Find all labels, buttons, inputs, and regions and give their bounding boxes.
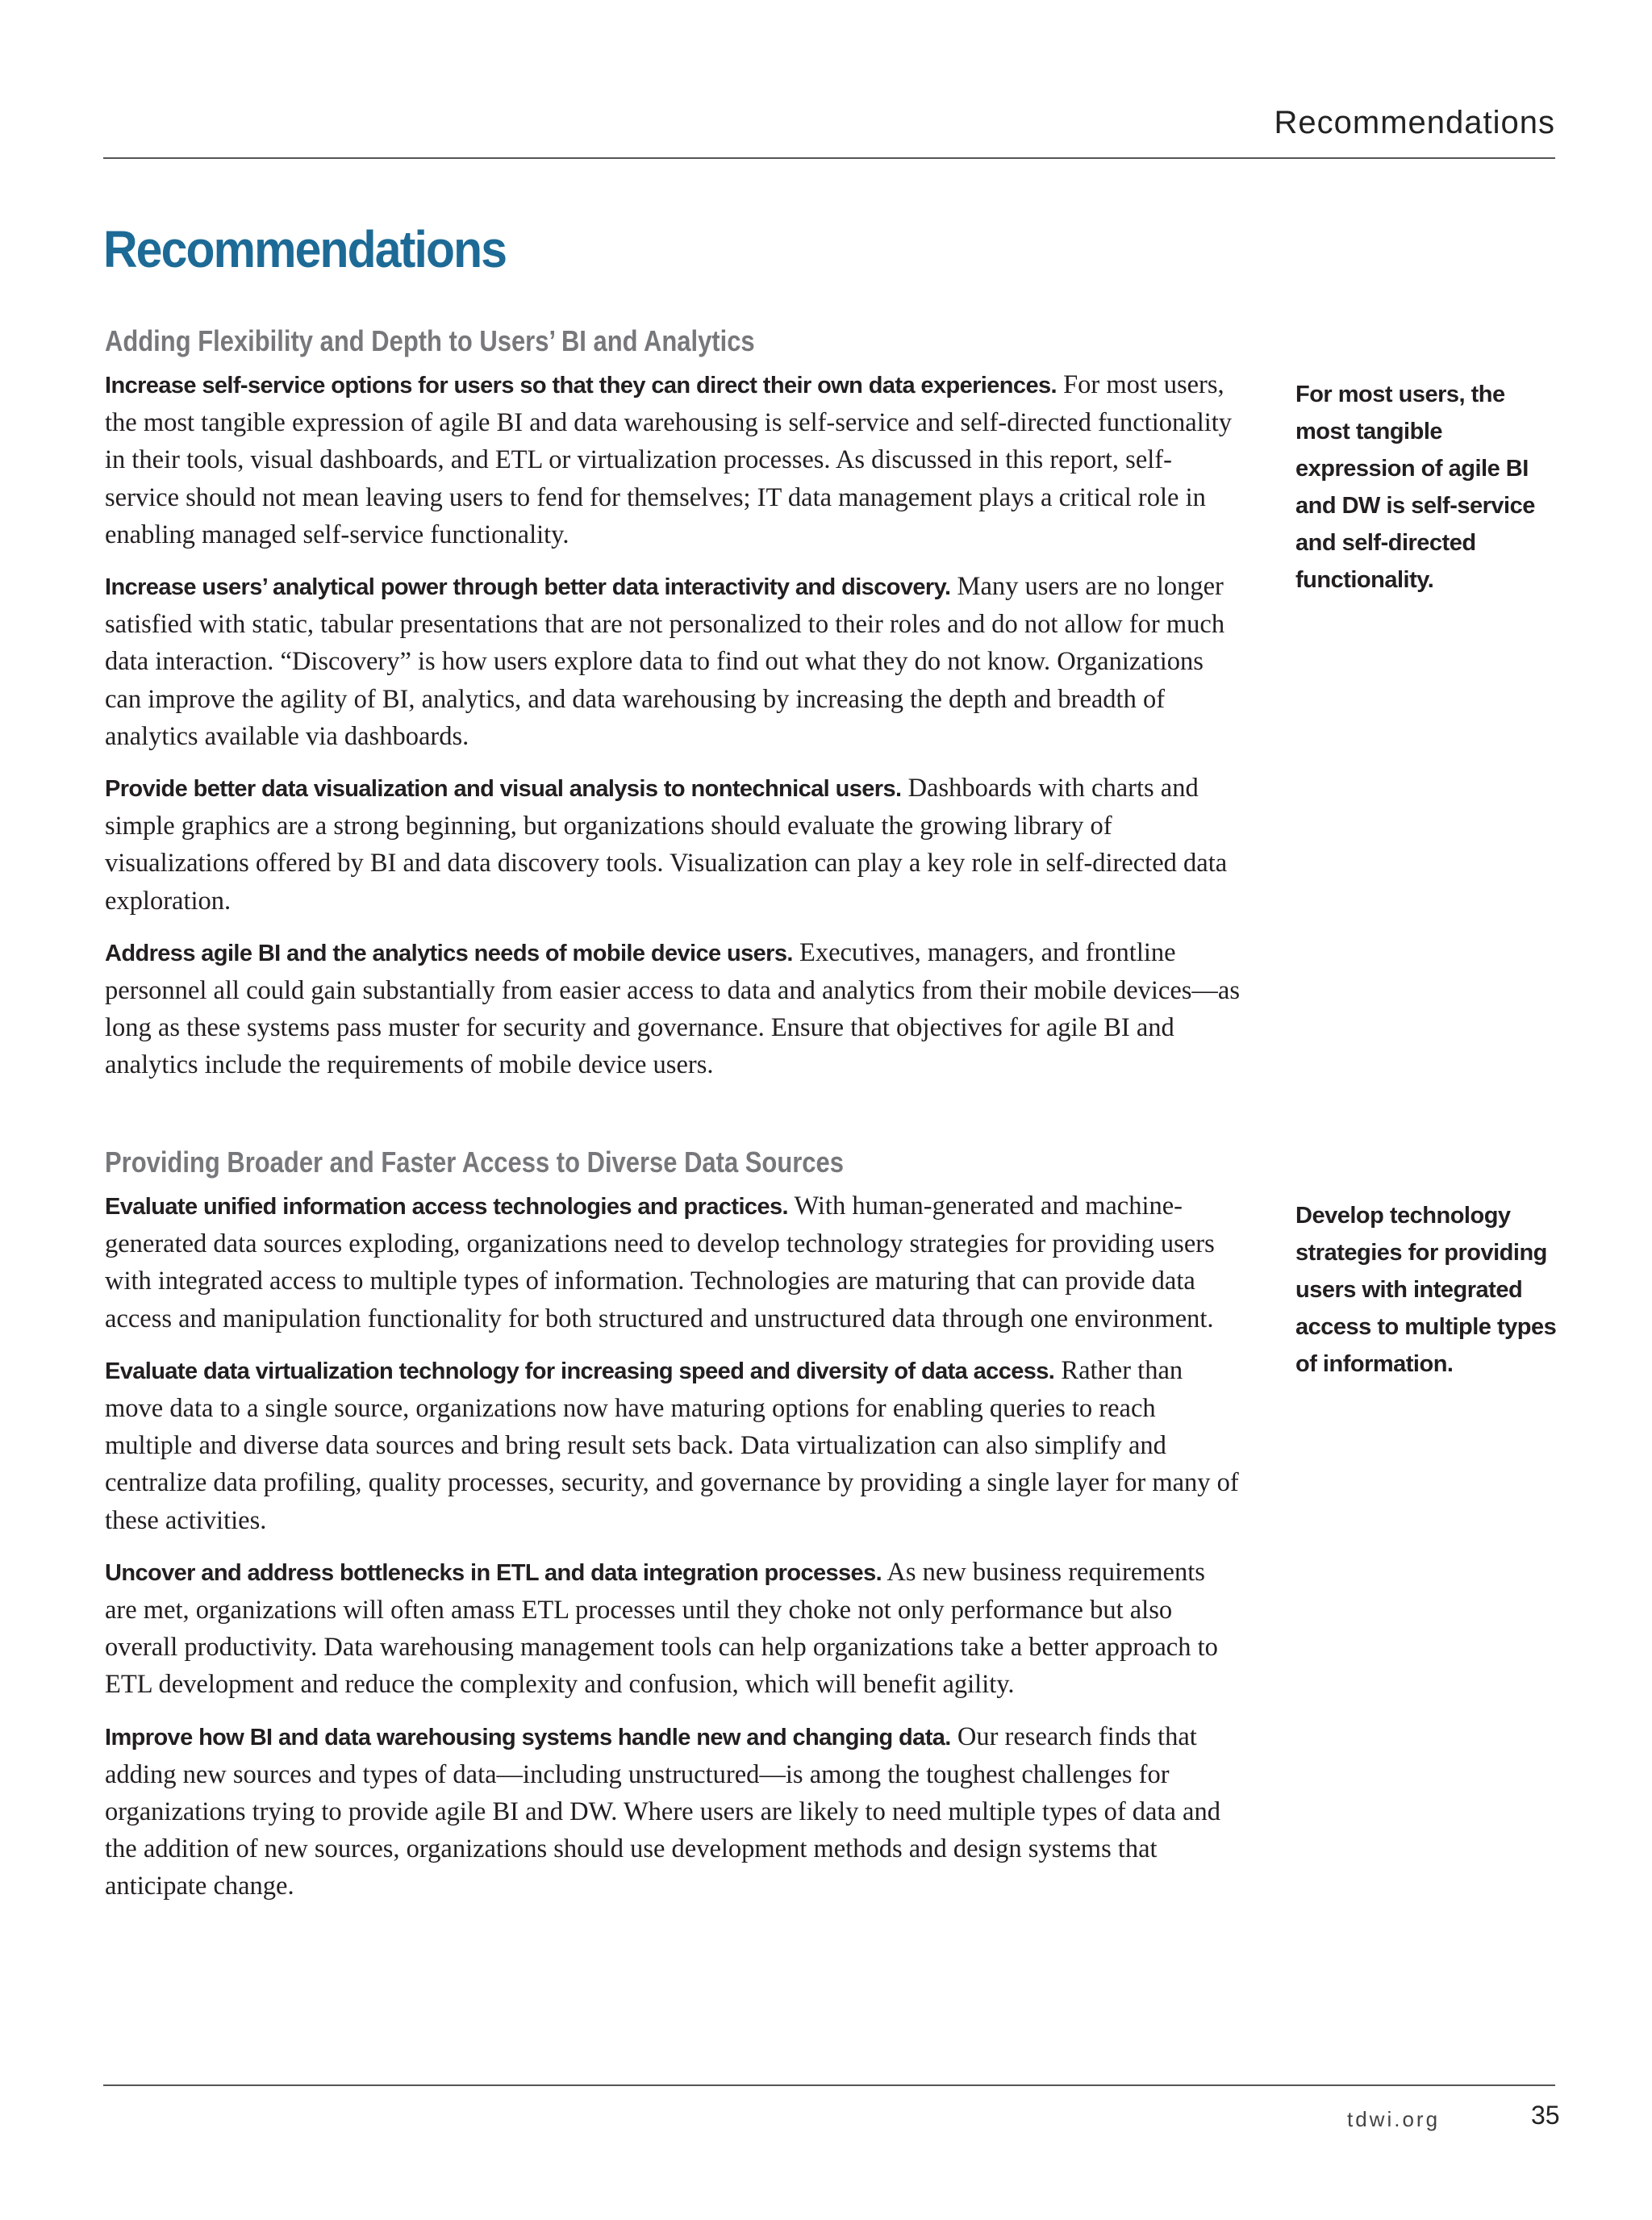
paragraph-lead: Uncover and address bottlenecks in ETL and data integration processes. — [105, 1559, 882, 1586]
section-data-access — [105, 1145, 1242, 1920]
paragraph-lead: Provide better data visualization and visual analysis to nontechnical users. — [105, 776, 902, 803]
paragraph-body: For most users, the most tangible expression of agile BI and data warehousing is self-service and self-directed functionality in their tools, visual dashboards, and ETL or virtualization processes. As discussed in this report, self-service should not mean leaving users to fend for themselves; IT data management plays a critical role in enabling managed self-service functionality. — [105, 370, 1233, 549]
paragraph-lead: Increase users’ analytical power through better data interactivity and discovery. — [105, 574, 951, 601]
paragraph-body: Our research finds that adding new sources and types of data—including unstructured—is among the toughest challenges for organizations trying to provide agile BI and DW. Where users are likely to need multiple types of data and the addition of new sources, organizations should use development methods and design systems that anticipate change. — [105, 1721, 1220, 1901]
paragraph-body: Executives, managers, and frontline personnel all could gain substantially from easier access to data and analytics from their mobile devices—as long as these systems pass muster for security and governance. Ensure that objectives for agile BI and analytics include the requirements of mobile device users. — [105, 937, 1240, 1080]
page-title: Recommendations — [103, 220, 507, 278]
pull-quote-integrated-access: Develop technology strategies for providing users with integrated access to multiple types of information. — [1295, 1203, 1557, 1377]
paragraph-mobile — [105, 934, 1242, 1084]
paragraph-lead: Increase self-service options for users so that they can direct their own data experiences. — [105, 373, 1057, 399]
paragraph-lead: Address agile BI and the analytics needs of mobile device users. — [105, 940, 793, 966]
paragraph-body: With human-generated and machine-generated data sources exploding, organizations need to develop technology strategies for providing users with integrated access to multiple types of information. Technologies are maturing that can provide data access and manipulation functionality for both structured and unstructured data through one environment. — [105, 1191, 1215, 1333]
paragraph-visualization — [105, 770, 1242, 920]
paragraph-body: Many users are no longer satisfied with static, tabular presentations that are not personalized to their roles and do not allow for much data interaction. “Discovery” is how users explore data to find out what they do not know. Organizations can improve the agility of BI, analytics, and data warehousing by increasing the depth and breadth of analytics available via dashboards. — [105, 572, 1225, 751]
paragraph-body: Rather than move data to a single source, organizations now have maturing options for enabling queries to reach multiple and diverse data sources and bring result sets back. Data virtualization can also simplify and centralize data profiling, quality processes, security, and governance by providing a single layer for many of these activities. — [105, 1355, 1239, 1535]
section-flexibility — [105, 324, 1242, 1099]
footer-rule — [103, 2084, 1555, 2086]
paragraph-lead: Evaluate data virtualization technology for increasing speed and diversity of data access. — [105, 1358, 1055, 1384]
paragraph-self-service — [105, 366, 1242, 553]
paragraph-unified-access — [105, 1187, 1242, 1337]
page-number: 35 — [1531, 2101, 1560, 2130]
paragraph-changing-data — [105, 1718, 1242, 1905]
paragraph-virtualization — [105, 1352, 1242, 1539]
paragraph-lead: Evaluate unified information access technologies and practices. — [105, 1194, 788, 1220]
section-heading: Adding Flexibility and Depth to Users’ BI and Analytics — [105, 324, 755, 357]
footer-site: tdwi.org — [1347, 2107, 1441, 2131]
section-heading: Providing Broader and Faster Access to Diverse Data Sources — [105, 1145, 844, 1179]
paragraph-analytical-power — [105, 568, 1242, 755]
paragraph-body: Dashboards with charts and simple graphics are a strong beginning, but organizations should evaluate the growing library of visualizations offered by BI and data discovery tools. Visualization can play a key role in self-directed data exploration. — [105, 774, 1228, 916]
paragraph-lead: Improve how BI and data warehousing systems handle new and changing data. — [105, 1724, 951, 1751]
paragraph-body: As new business requirements are met, organizations will often amass ETL processes until they choke not only performance but also overall productivity. Data warehousing management tools can help organizations take a better approach to ETL development and reduce the complexity and confusion, which will benefit agility. — [105, 1557, 1218, 1700]
running-header: Recommendations — [1274, 105, 1555, 140]
pull-quote-self-service: For most users, the most tangible expression of agile BI and DW is self-service and self-directed functionality. — [1295, 382, 1535, 593]
paragraph-etl-bottlenecks — [105, 1554, 1242, 1704]
header-rule — [103, 157, 1555, 159]
